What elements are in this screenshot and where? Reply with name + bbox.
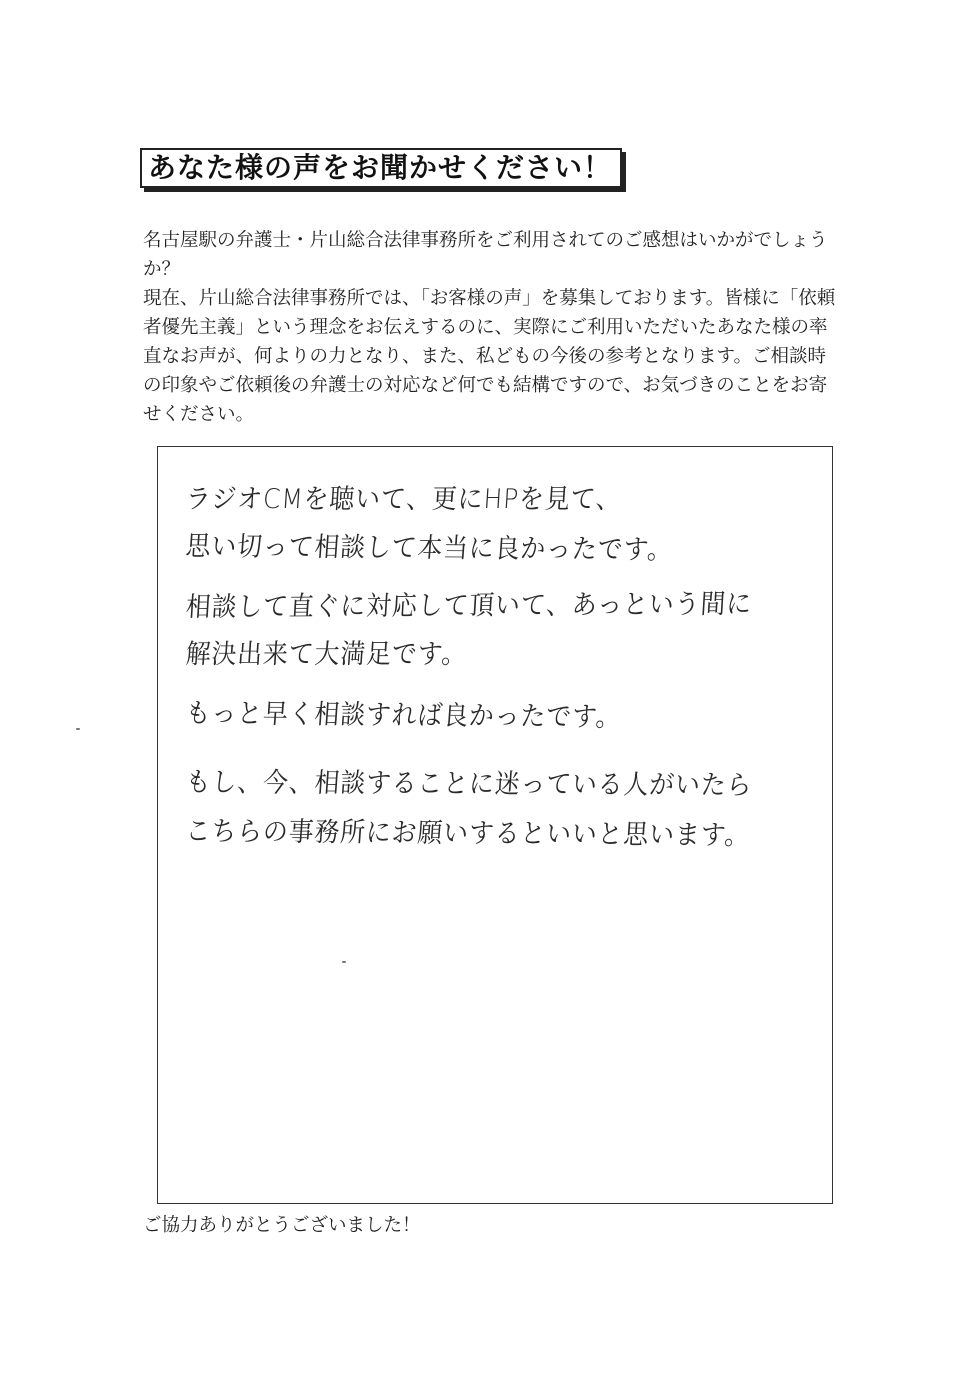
- intro-paragraph-1: 名古屋駅の弁護士・片山総合法律事務所をご利用されてのご感想はいかがでしょうか？: [143, 230, 828, 280]
- comment-line: こちらの事務所にお願いするといいと思います。: [184, 816, 752, 852]
- stray-mark: [342, 961, 346, 963]
- intro-paragraph-2: 現在、片山総合法律事務所では、「お客様の声」を募集しております。皆様に「依頼者優先主義」という理念をお伝えするのに、実際にご利用いただいたあなた様の率直なお声が、何よりの力となり、また、私どもの今後の参考となります。ご相談時の印象やご依頼後の弁護士の対応など何でも結構ですので、お気づきのことをお寄せください。: [143, 288, 836, 425]
- stray-mark: [76, 728, 80, 730]
- title-box: [140, 148, 622, 188]
- comment-line: 相談して直ぐに対応して頂いて、あっという間に: [184, 588, 753, 623]
- comment-line: 思い切って相談して本当に良かったです。: [184, 531, 675, 566]
- comment-line: もっと早く相談すれば良かったです。: [184, 698, 623, 734]
- comment-line: もし、今、相談することに迷っている人がいたら: [184, 767, 754, 802]
- intro-text: [143, 226, 843, 429]
- comment-box: [157, 446, 833, 1204]
- closing-message: ご協力ありがとうございました！: [143, 1215, 421, 1236]
- comment-line: 解決出来て大満足です。: [184, 639, 469, 670]
- page-title: あなた様の声をお聞かせください！: [148, 151, 613, 184]
- handwritten-comment: [184, 477, 806, 852]
- comment-line: ラジオCMを聴いて、更にHPを見て、: [184, 484, 623, 515]
